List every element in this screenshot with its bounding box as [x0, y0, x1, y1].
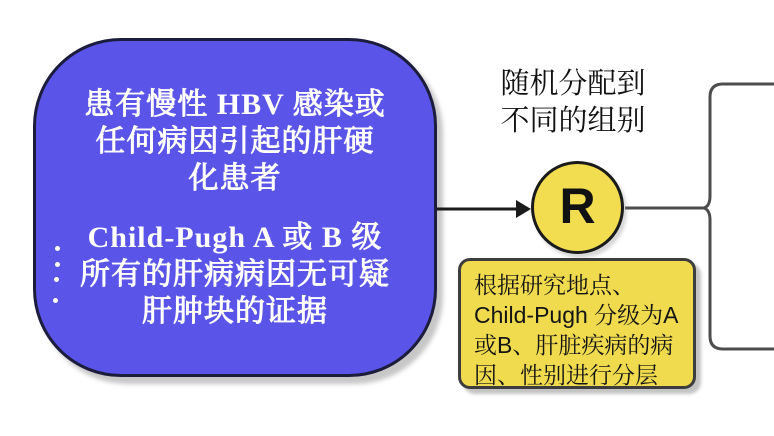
- randomization-label-line: 随机分配到: [500, 68, 646, 100]
- eligibility-line: 所有的肝病病因无可疑: [80, 257, 390, 291]
- randomization-label-line: 不同的组别: [500, 105, 646, 137]
- flow-arrow: [437, 200, 531, 218]
- eligibility-line: 化患者: [188, 161, 282, 195]
- randomization-symbol: R: [559, 177, 596, 234]
- randomization-circle: [531, 161, 624, 254]
- arrowhead-icon: [516, 200, 531, 218]
- eligibility-line: 患有慢性 HBV 感染或: [84, 87, 386, 121]
- stratification-line: Child-Pugh 分级为A: [474, 302, 679, 328]
- connector-branch: [704, 84, 774, 349]
- randomization-label: [468, 66, 678, 140]
- stratification-note: [458, 258, 696, 389]
- eligibility-line: 肝肿块的证据: [142, 294, 328, 328]
- stratification-line: 因、性别进行分层: [474, 362, 658, 388]
- eligibility-line: 任何病因引起的肝硬: [95, 124, 375, 158]
- stratification-line: 或B、肝脏疾病的病: [474, 332, 674, 358]
- stratification-line: 根据研究地点、: [474, 272, 635, 298]
- eligibility-line: Child-Pugh A 或 B 级: [87, 220, 383, 254]
